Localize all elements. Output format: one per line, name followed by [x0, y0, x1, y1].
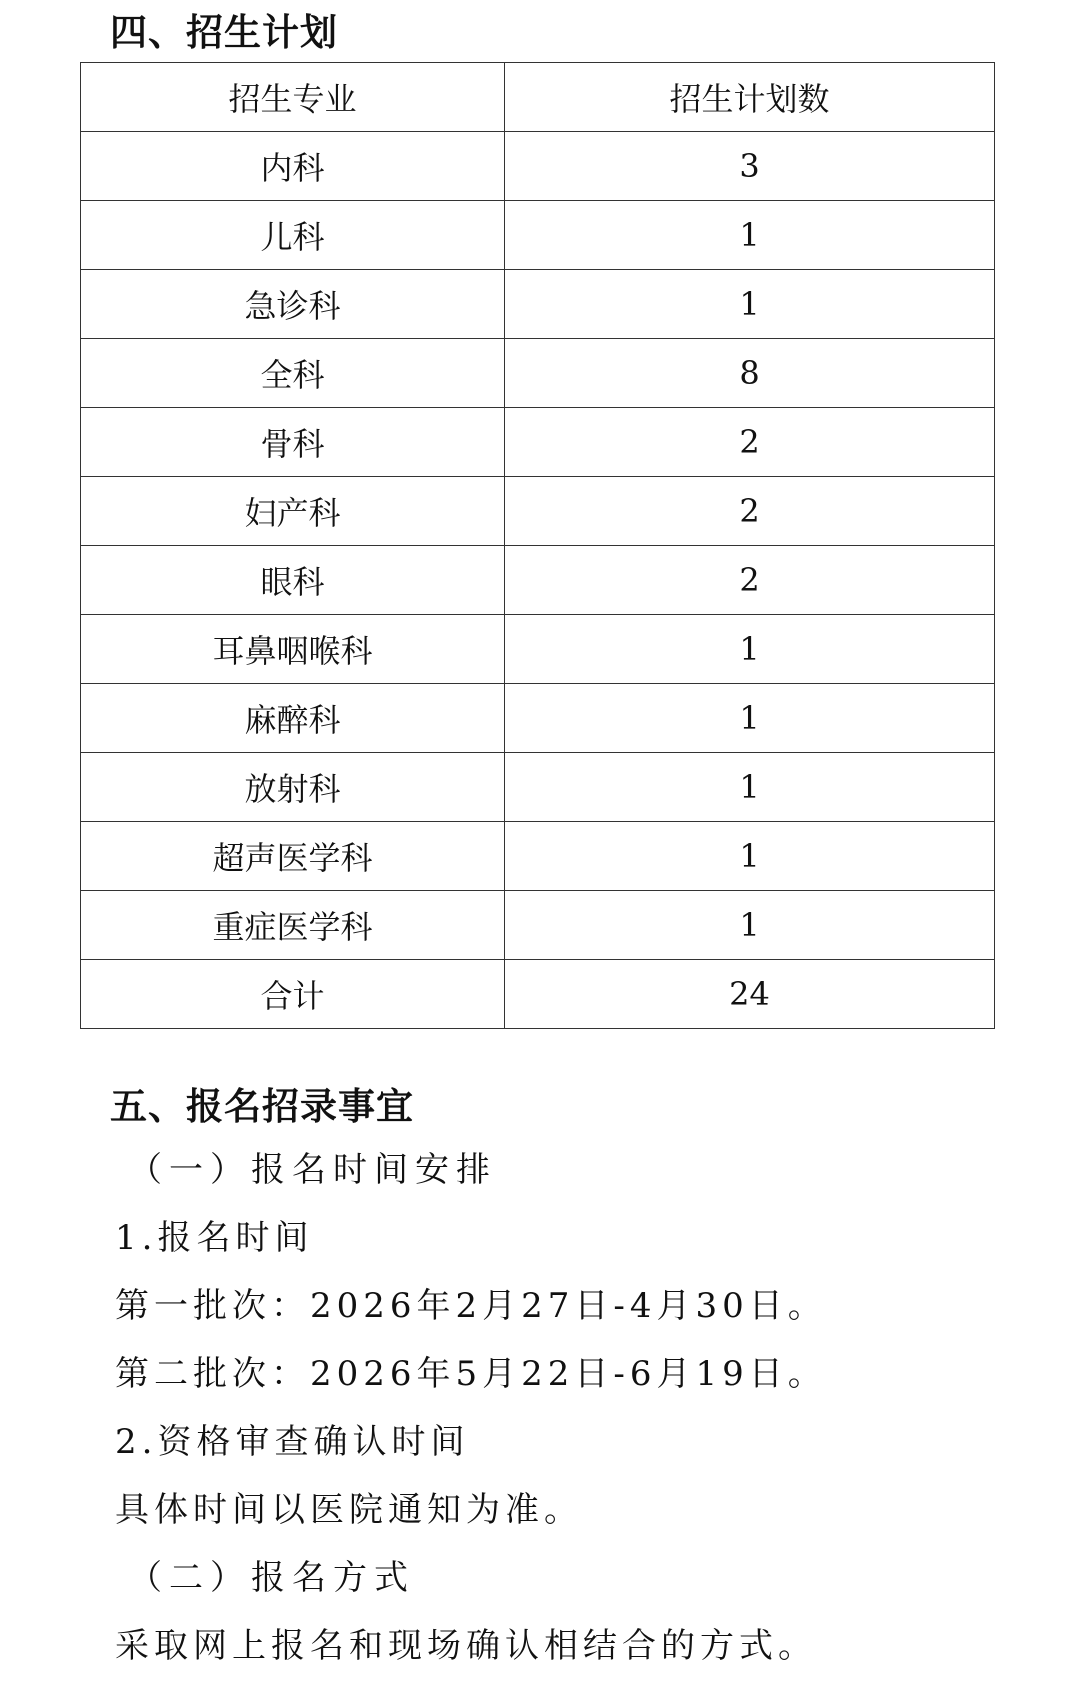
count-cell: 2 [505, 408, 995, 477]
table-row [81, 270, 995, 339]
section-4-heading: 四、招生计划 [110, 11, 338, 54]
registration-method-text: 采取网上报名和现场确认相结合的方式。 [115, 1626, 817, 1666]
enrollment-plan-table [80, 62, 995, 1029]
item-qualification-review: 2.资格审查确认时间 [115, 1422, 470, 1462]
major-cell: 儿科 [81, 201, 505, 270]
table-row [81, 408, 995, 477]
major-cell: 内科 [81, 132, 505, 201]
header-plan-count: 招生计划数 [505, 63, 995, 132]
total-label-cell: 合计 [81, 960, 505, 1029]
table-row [81, 822, 995, 891]
subheading-registration-method: （二）报名方式 [128, 1558, 415, 1598]
count-cell: 1 [505, 753, 995, 822]
count-cell: 3 [505, 132, 995, 201]
major-cell: 耳鼻咽喉科 [81, 615, 505, 684]
table-row [81, 753, 995, 822]
qualification-review-text: 具体时间以医院通知为准。 [115, 1490, 583, 1530]
count-cell: 1 [505, 615, 995, 684]
table-row [81, 891, 995, 960]
major-cell: 骨科 [81, 408, 505, 477]
count-cell: 8 [505, 339, 995, 408]
subheading-registration-schedule: （一）报名时间安排 [128, 1150, 497, 1190]
count-cell: 2 [505, 477, 995, 546]
table-header-row [81, 63, 995, 132]
header-major: 招生专业 [81, 63, 505, 132]
major-cell: 妇产科 [81, 477, 505, 546]
major-cell: 放射科 [81, 753, 505, 822]
batch-2-dates: 第二批次：2026年5月22日-6月19日。 [115, 1354, 827, 1394]
table-total-row [81, 960, 995, 1029]
major-cell: 眼科 [81, 546, 505, 615]
major-cell: 全科 [81, 339, 505, 408]
table-row [81, 339, 995, 408]
major-cell: 重症医学科 [81, 891, 505, 960]
table-row [81, 684, 995, 753]
count-cell: 1 [505, 684, 995, 753]
count-cell: 1 [505, 822, 995, 891]
section-5-heading: 五、报名招录事宜 [110, 1085, 414, 1128]
major-cell: 急诊科 [81, 270, 505, 339]
count-cell: 2 [505, 546, 995, 615]
total-count-cell: 24 [505, 960, 995, 1029]
table-row [81, 132, 995, 201]
count-cell: 1 [505, 270, 995, 339]
major-cell: 麻醉科 [81, 684, 505, 753]
table-row [81, 201, 995, 270]
count-cell: 1 [505, 201, 995, 270]
table-row [81, 477, 995, 546]
count-cell: 1 [505, 891, 995, 960]
batch-1-dates: 第一批次：2026年2月27日-4月30日。 [115, 1286, 827, 1326]
item-registration-time: 1.报名时间 [115, 1218, 314, 1258]
major-cell: 超声医学科 [81, 822, 505, 891]
table-row [81, 615, 995, 684]
table-row [81, 546, 995, 615]
